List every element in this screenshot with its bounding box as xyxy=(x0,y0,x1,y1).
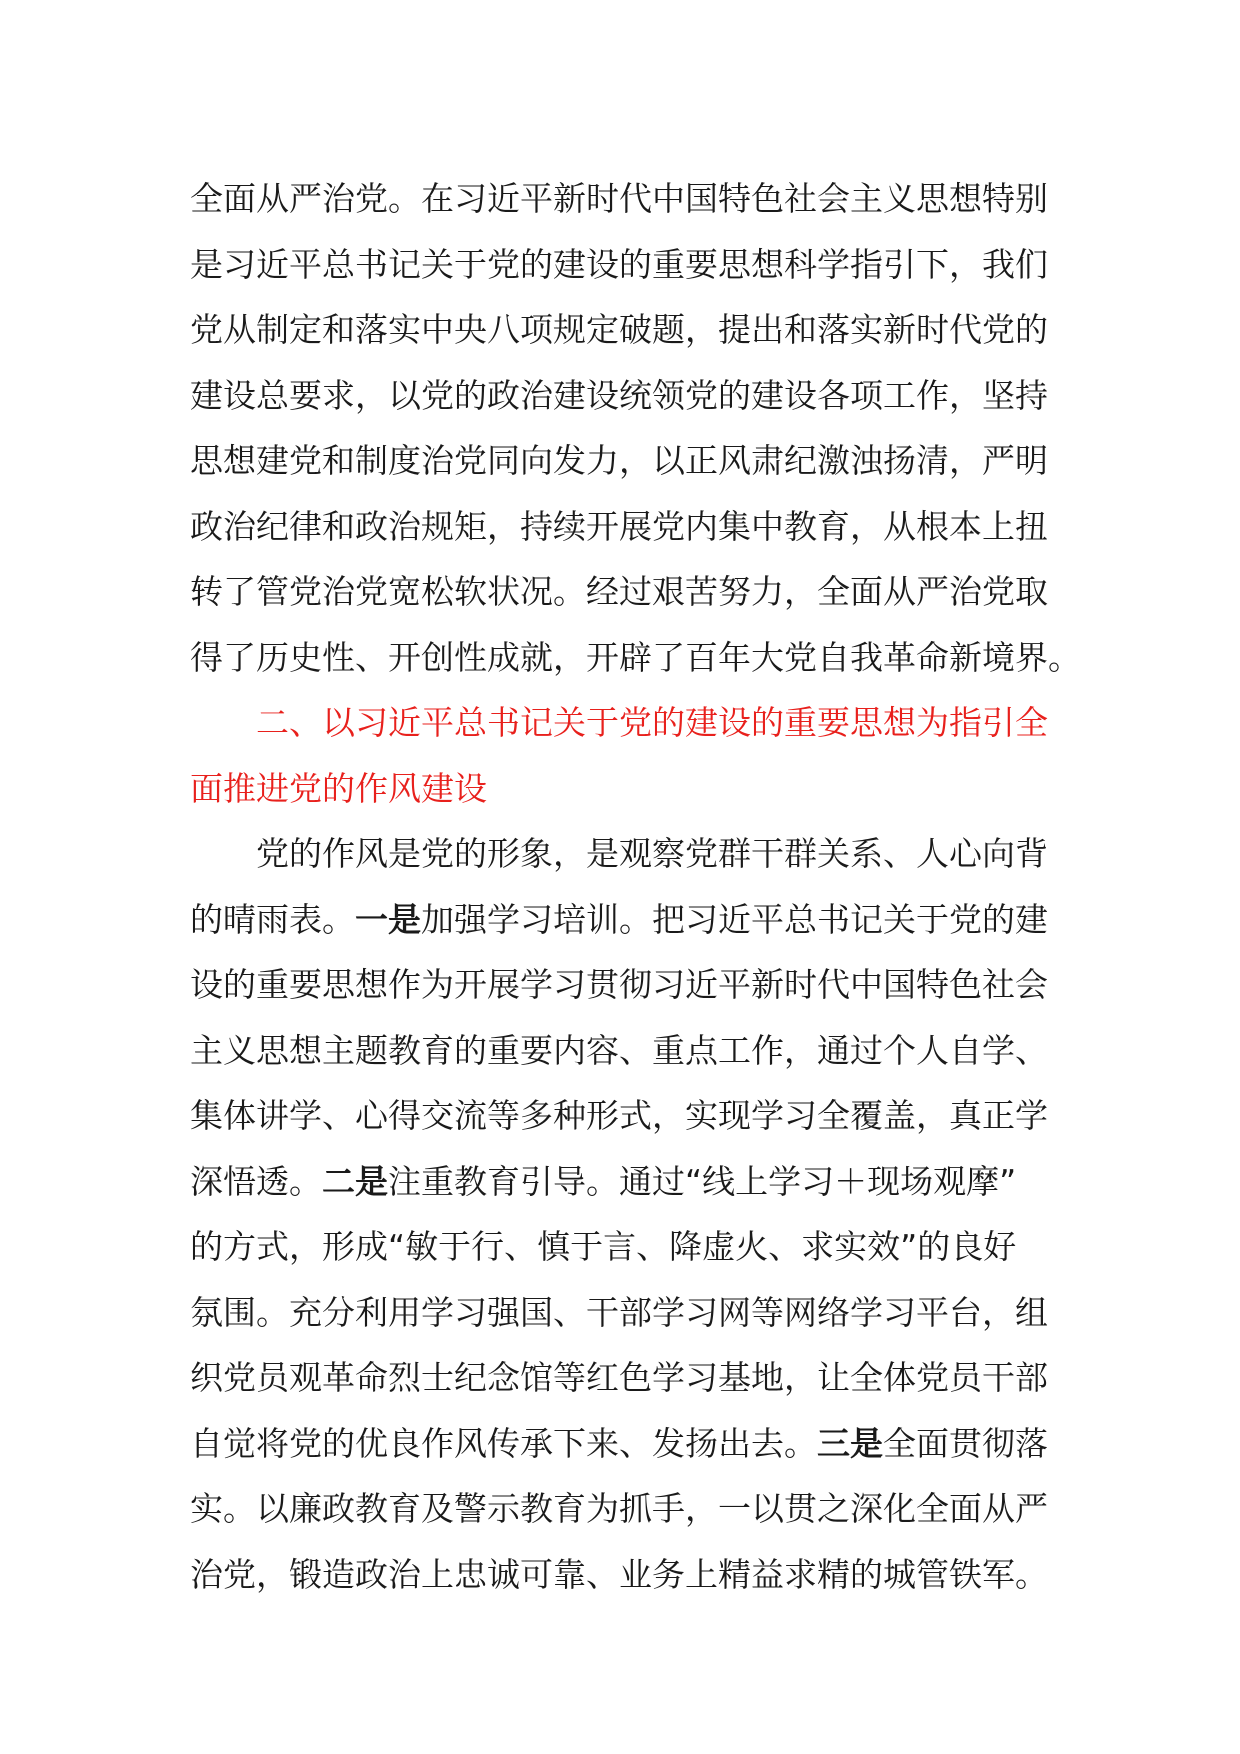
paragraph-line: 得了历史性、开创性成就，开辟了百年大党自我革命新境界。 xyxy=(190,637,1081,677)
paragraph-line: 建设总要求，以党的政治建设统领党的建设各项工作，坚持 xyxy=(190,375,1048,415)
paragraph-line: 党的作风是党的形象，是观察党群干群关系、人心向背 xyxy=(256,834,1048,873)
heading-line: 面推进党的作风建设 xyxy=(190,768,487,808)
paragraph-line: 的方式，形成“敏于行、慎于言、降虚火、求实效”的良好 xyxy=(190,1227,1017,1266)
paragraph-line: 全面从严治党。在习近平新时代中国特色社会主义思想特别 xyxy=(190,179,1048,218)
document-body xyxy=(190,166,1081,1607)
paragraph-line: 转了管党治党宽松软状况。经过艰苦努力，全面从严治党取 xyxy=(190,572,1048,611)
paragraph-line: 集体讲学、心得交流等多种形式，实现学习全覆盖，真正学 xyxy=(190,1096,1048,1135)
paragraph-line: 党从制定和落实中央八项规定破题，提出和落实新时代党的 xyxy=(190,310,1048,349)
paragraph-line: 主义思想主题教育的重要内容、重点工作，通过个人自学、 xyxy=(190,1030,1048,1070)
paragraph-line xyxy=(190,887,1050,953)
paragraph-line: 织党员观革命烈士纪念馆等红色学习基地，让全体党员干部 xyxy=(190,1358,1048,1397)
line-text: 深悟透。 xyxy=(190,1161,322,1201)
paragraph-line xyxy=(190,1411,1050,1477)
paragraph-work-style xyxy=(190,821,1050,1607)
line-text: 加强学习培训。把习近平总书记关于党的建 xyxy=(421,899,1048,939)
line-text: 自觉将党的优良作风传承下来、发扬出去。 xyxy=(190,1423,817,1463)
paragraph-line: 思想建党和制度治党同向发力，以正风肃纪激浊扬清，严明 xyxy=(190,441,1048,480)
paragraph-line: 设的重要思想作为开展学习贯彻习近平新时代中国特色社会 xyxy=(190,965,1048,1004)
paragraph-line: 实。以廉政教育及警示教育为抓手，一以贯之深化全面从严 xyxy=(190,1489,1048,1528)
paragraph-line: 氛围。充分利用学习强国、干部学习网等网络学习平台，组 xyxy=(190,1292,1048,1332)
line-text: 的晴雨表。 xyxy=(190,899,355,939)
point-one-marker: 一是 xyxy=(355,899,421,939)
paragraph-line: 是习近平总书记关于党的建设的重要思想科学指引下，我们 xyxy=(190,244,1048,284)
paragraph-party-governance xyxy=(190,166,1081,690)
point-two-marker: 二是 xyxy=(322,1161,388,1201)
paragraph-line xyxy=(190,1149,1050,1215)
paragraph-line: 政治纪律和政治规矩，持续开展党内集中教育，从根本上扭 xyxy=(190,506,1048,546)
point-three-marker: 三是 xyxy=(817,1423,883,1463)
line-text: 注重教育引导。通过“线上学习＋现场观摩” xyxy=(388,1161,1017,1201)
paragraph-line: 治党，锻造政治上忠诚可靠、业务上精益求精的城管铁军。 xyxy=(190,1554,1048,1594)
heading-line: 二、以习近平总书记关于党的建设的重要思想为指引全 xyxy=(256,703,1048,742)
section-heading-2 xyxy=(190,690,1050,821)
line-text: 全面贯彻落 xyxy=(883,1423,1048,1463)
